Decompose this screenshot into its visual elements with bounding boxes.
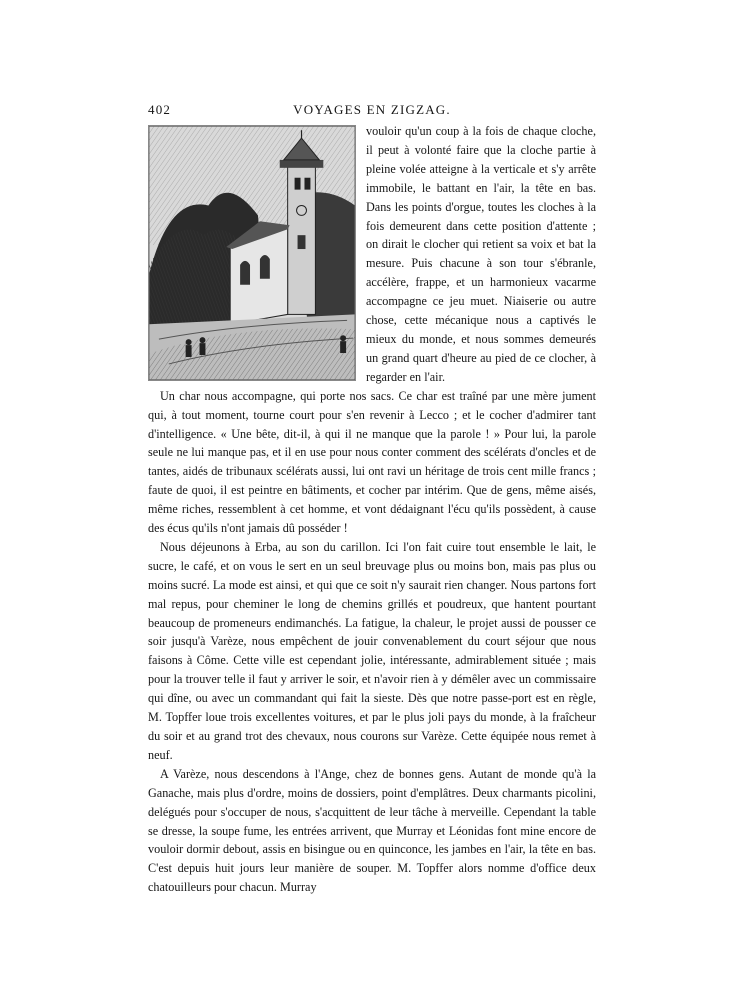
engraving-church-bell-tower-icon (149, 126, 355, 380)
paragraph-continued (148, 122, 596, 387)
running-title: VOYAGES EN ZIGZAG. (293, 102, 451, 117)
paragraph: Nous déjeunons à Erba, au son du carillon. Ici l'on fait cuire tout ensemble le lait, le sucre, le café, et on vous le sert en un seul breuvage plus ou moins bon, mais pas plus ou moins sucré. La mode est ainsi, et qui que ce soit n'y saurait rien changer. Nous partons fort mal repus, pour cheminer le long de chemins grillés et poudreux, que hantent pourtant beaucoup de promeneurs endimanchés. La fatigue, la chaleur, le projet aussi de pousser ce soir jusqu'à Varèze, nous empêchent de jouir convenablement du court séjour que nous faisons à Côme. Cette ville est cependant jolie, intéressante, admirablement située ; mais pour la trouver telle il faut y arriver le soir, et n'avoir rien à y démêler avec un commissaire qui dîne, ou avec un commandant qui fait la sieste. Dès que notre passe-port est en règle, M. Topffer loue trois excellentes voitures, et par le plus joli pays du monde, à la fraîcheur du soir et au grand trot des chevaux, nous courons sur Varèze. Cette équipée nous remet à neuf. (148, 539, 596, 762)
body-text (148, 122, 596, 897)
book-page (148, 100, 596, 897)
engraving-figure (148, 125, 356, 381)
page-header (148, 100, 596, 122)
paragraph: Un char nous accompagne, qui porte nos sacs. Ce char est traîné par une mère jument qui, à tout moment, tourne court pour s'en revenir à Lecco ; et le cocher d'admirer tant d'intelligence. « Une bête, dit-il, à qui il ne manque que la parole ! » Pour lui, la parole seule ne lui manque pas, et il en use pour nous conter comment des scélérats d'oncles et de tantes, aidés de tribunaux scélérats aussi, lui ont ravi un héritage de trois cent mille francs ; faute de quoi, il est peintre en bâtiments, et cocher par intérim. Que de gens, même aisés, même riches, ressemblent à cet homme, et vont dédaignant l'écu qu'ils possèdent, à cause des écus qu'ils n'ont jamais dû posséder ! (148, 388, 596, 536)
paragraph: A Varèze, nous descendons à l'Ange, chez de bonnes gens. Autant de monde qu'à la Ganache, mais plus d'ordre, moins de dossiers, point d'emplâtres. Deux charmants picolini, delégués pour s'occuper de nous, s'acquittent de leur tâche à merveille. Cependant la table se dresse, la soupe fume, les entrées arrivent, que Murray et Léonidas font mine encore de vouloir dormir debout, assis en bisingue ou en quinconce, les jambes en l'air, la tête en bas. C'est depuis huit jours leur manière de souper. M. Topffer alors nomme d'office deux chatouilleurs pour chacun. Murray (148, 766, 596, 895)
paragraph-text: vouloir qu'un coup à la fois de chaque cloche, il peut à volonté faire que la cloche partie à pleine volée atteigne à la verticale et s'y arrête immobile, le battant en l'air, la tête en bas. Dans les points d'orgue, toutes les cloches à la fois demeurent dans cette position d'attente ; on dirait le clocher qui retient sa voix et bat la mesure. Puis chacune à son tour s'ébranle, accélère, frappe, et un harmonieux vacarme accompagne ce jeu muet. Niaiserie ou autre chose, cette mécanique nous a captivés le mieux du monde, et nous sommes demeurés un grand quart d'heure au pied de ce clocher, à regarder en l'air. (366, 124, 596, 384)
page-number: 402 (148, 102, 172, 117)
